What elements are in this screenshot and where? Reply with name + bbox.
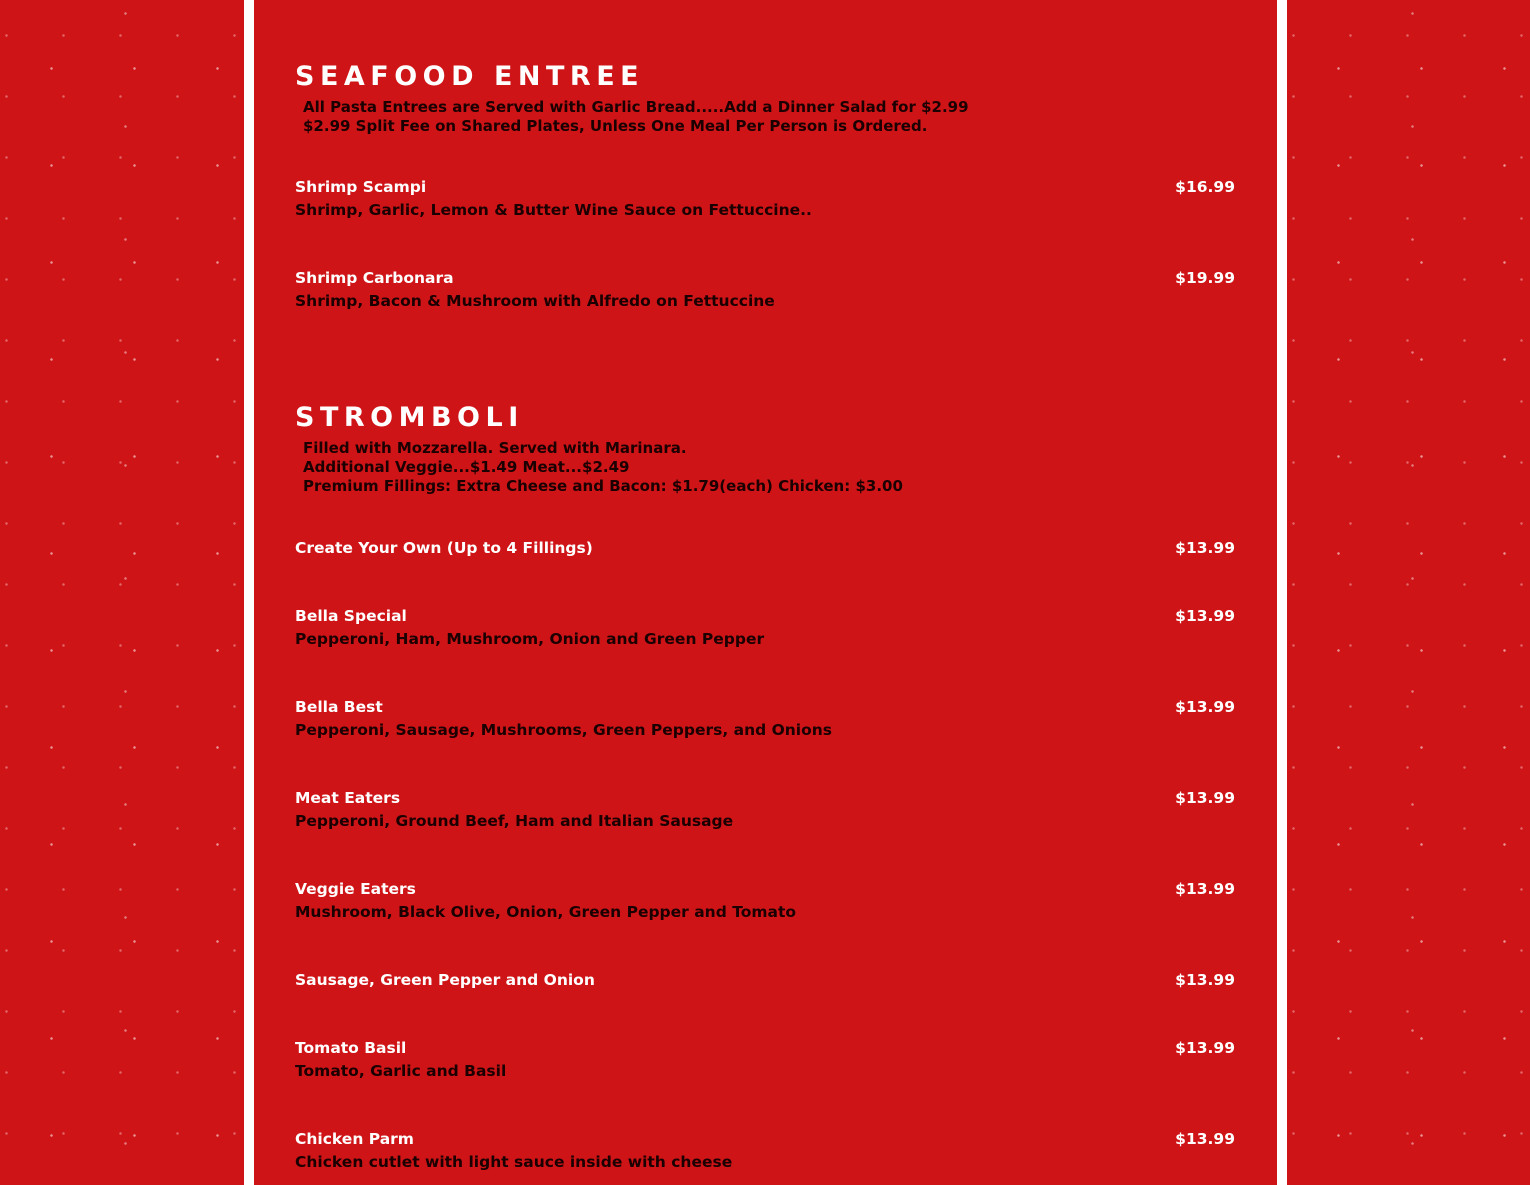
item-description: Pepperoni, Ham, Mushroom, Onion and Green Pepper bbox=[295, 630, 765, 648]
menu-item-chicken-parm bbox=[295, 1128, 1235, 1174]
item-description: Shrimp, Garlic, Lemon & Butter Wine Sauce on Fettuccine.. bbox=[295, 201, 812, 219]
item-price: $13.99 bbox=[1175, 1130, 1235, 1148]
item-price: $13.99 bbox=[1175, 539, 1235, 557]
background-speckles-left bbox=[0, 0, 244, 1185]
item-price: $19.99 bbox=[1175, 269, 1235, 287]
item-name: Shrimp Scampi bbox=[295, 178, 427, 196]
item-name: Shrimp Carbonara bbox=[295, 269, 454, 287]
seafood-note: $2.99 Split Fee on Shared Plates, Unless One Meal Per Person is Ordered. bbox=[303, 117, 928, 135]
menu-panel bbox=[254, 0, 1277, 1185]
item-price: $13.99 bbox=[1175, 971, 1235, 989]
stromboli-note: Filled with Mozzarella. Served with Marinara. bbox=[303, 439, 687, 457]
item-description: Mushroom, Black Olive, Onion, Green Pepper and Tomato bbox=[295, 903, 797, 921]
menu-item-shrimp-scampi bbox=[295, 176, 1235, 222]
item-price: $13.99 bbox=[1175, 607, 1235, 625]
item-name: Create Your Own (Up to 4 Fillings) bbox=[295, 539, 593, 557]
menu-item-veggie-eaters bbox=[295, 878, 1235, 924]
item-name: Bella Special bbox=[295, 607, 407, 625]
item-description: Chicken cutlet with light sauce inside with cheese bbox=[295, 1153, 733, 1171]
item-name: Tomato Basil bbox=[295, 1039, 407, 1057]
item-name: Bella Best bbox=[295, 698, 383, 716]
item-name: Veggie Eaters bbox=[295, 880, 416, 898]
menu-item-shrimp-carbonara bbox=[295, 267, 1235, 313]
item-price: $16.99 bbox=[1175, 178, 1235, 196]
stromboli-note: Premium Fillings: Extra Cheese and Bacon: $1.79(each) Chicken: $3.00 bbox=[303, 477, 903, 495]
stromboli-section-title: STROMBOLI bbox=[295, 402, 524, 433]
item-name: Sausage, Green Pepper and Onion bbox=[295, 971, 595, 989]
item-description: Pepperoni, Sausage, Mushrooms, Green Peppers, and Onions bbox=[295, 721, 833, 739]
item-name: Chicken Parm bbox=[295, 1130, 414, 1148]
item-description: Tomato, Garlic and Basil bbox=[295, 1062, 507, 1080]
menu-item-bella-special bbox=[295, 605, 1235, 651]
item-price: $13.99 bbox=[1175, 1039, 1235, 1057]
menu-item-tomato-basil bbox=[295, 1037, 1235, 1083]
menu-item-meat-eaters bbox=[295, 787, 1235, 833]
item-description: Shrimp, Bacon & Mushroom with Alfredo on Fettuccine bbox=[295, 292, 775, 310]
item-price: $13.99 bbox=[1175, 698, 1235, 716]
item-description: Pepperoni, Ground Beef, Ham and Italian Sausage bbox=[295, 812, 734, 830]
item-name: Meat Eaters bbox=[295, 789, 401, 807]
item-price: $13.99 bbox=[1175, 880, 1235, 898]
menu-item-create-your-own bbox=[295, 537, 1235, 559]
seafood-note: All Pasta Entrees are Served with Garlic Bread.....Add a Dinner Salad for $2.99 bbox=[303, 98, 969, 116]
background-speckles-right bbox=[1287, 0, 1530, 1185]
menu-border-right bbox=[1277, 0, 1287, 1185]
menu-border-left bbox=[244, 0, 254, 1185]
item-price: $13.99 bbox=[1175, 789, 1235, 807]
menu-item-bella-best bbox=[295, 696, 1235, 742]
stromboli-note: Additional Veggie...$1.49 Meat...$2.49 bbox=[303, 458, 630, 476]
seafood-section-title: SEAFOOD ENTREE bbox=[295, 61, 645, 92]
menu-item-sausage-pepper-onion bbox=[295, 969, 1235, 991]
